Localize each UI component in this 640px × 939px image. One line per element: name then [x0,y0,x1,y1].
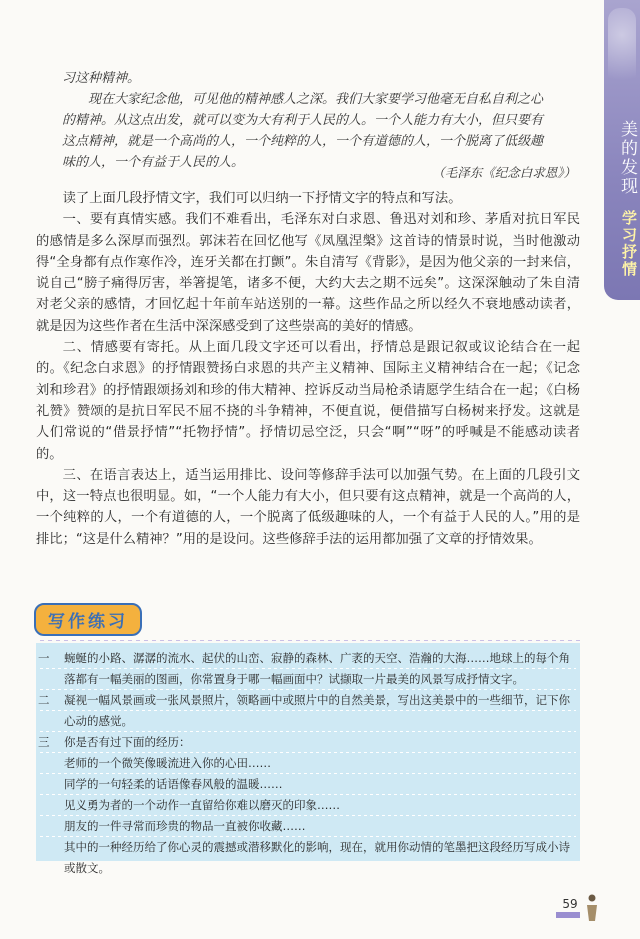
dotted-divider [40,640,580,641]
side-tab-title: 美的发现 [617,120,637,196]
practice-item-1 [36,648,580,690]
body-paragraph: 一、要有真情实感。我们不难看出，毛泽东对白求恩、鲁迅对刘和珍、茅盾对抗日军民的感情是多么深厚而强烈。郭沫若在回忆他写《凤凰涅槃》这首诗的情景时说，当时他激动得“全身都有点作寒作冷，连牙关都在打颤”。朱自清写《背影》，是因为他父亲的一封来信，说自己“膀子痛得厉害，举箸提笔，诸多不便，大约大去之期不远矣”。这深深触动了朱自清对老父亲的感情，才回忆起十年前车站送别的一幕。这些作品之所以经久不衰地感动读者，就是因为这些作者在生活中深深感受到了这些崇高的美好的情感。 [36,212,580,334]
page-number: 59 [562,897,578,911]
practice-item-text: 你是否有过下面的经历： [64,735,191,749]
body-paragraph: 读了上面几段抒情文字，我们可以归纳一下抒情文字的特点和写法。 [62,191,462,206]
practice-item-text: 凝视一幅风景画或一张风景照片，领略画中或照片中的自然美景，写出这美景中的一些细节，记下你心动的感觉。 [64,693,570,728]
practice-item-number: 二 [38,693,50,707]
practice-item-2 [36,690,580,732]
practice-sub-item: 见义勇为者的一个动作一直留给你难以磨灭的印象…… [64,798,340,812]
quote-block [62,68,578,173]
quote-line: 这点精神，就是一个高尚的人，一个纯粹的人，一个有道德的人，一个脱离了低级趣 [62,134,544,149]
body-paragraph: 二、情感要有寄托。从上面几段文字还可以看出，抒情总是跟记叙或议论结合在一起的。《纪念白求恩》的抒情跟赞扬白求恩的共产主义精神、国际主义精神结合在一起；《记念刘和珍君》的抒情跟颂扬刘和珍的伟大精神、控诉反动当局枪杀请愿学生结合在一起；《白杨礼赞》赞颂的是抗日军民不屈不挠的斗争精神，不便直说，便借描写白杨树来抒发。这就是人们常说的“借景抒情”“托物抒情”。抒情切忌空泛，只会“啊”“呀”的呼喊是不能感动读者的。 [36,340,580,462]
body-paragraph: 三、在语言表达上，适当运用排比、设问等修辞手法可以加强气势。在上面的几段引文中，这一特点也很明显。如，“一个人能力有大小，但只要有这点精神，就是一个高尚的人，一个纯粹的人，一个有道德的人，一个脱离了低级趣味的人，一个有益于人民的人。”用的是排比；“这是什么精神？”用的是设问。这些修辞手法的运用都加强了文章的抒情效果。 [36,467,580,547]
writing-practice-title: 写作练习 [34,603,142,636]
practice-item-text: 蜿蜒的小路、潺潺的流水、起伏的山峦、寂静的森林、广袤的天空、浩瀚的大海……地球上的每个角落都有一幅美丽的图画，你常置身于哪一幅画面中？试撷取一片最美的风景写成抒情文字。 [64,651,570,686]
side-tab-decoration [608,8,636,98]
quote-line: 味的人，一个有益于人民的人。 [62,155,245,170]
practice-sub-item: 同学的一句轻柔的话语像春风般的温暖…… [64,777,283,791]
quote-source: （毛泽东《纪念白求恩》） [432,165,576,180]
writing-practice-heading [34,604,164,634]
body-text [36,188,580,550]
figure-icon [584,893,600,923]
practice-sub-item: 其中的一种经历给了你心灵的震撼或潜移默化的影响，现在，就用你动情的笔墨把这段经历写成小诗或散文。 [64,840,570,875]
side-tab-subtitle: 学习抒情 [620,210,638,278]
practice-sub-item: 朋友的一件寻常而珍贵的物品一直被你收藏…… [64,819,306,833]
practice-item-number: 三 [38,735,50,749]
practice-sub-item: 老师的一个微笑像暖流进入你的心田…… [64,756,271,770]
quote-line: 的精神。从这点出发，就可以变为大有利于人民的人。一个人能力有大小，但只要有 [62,113,544,128]
chapter-side-tab [604,0,640,300]
quote-line: 现在大家纪念他，可见他的精神感人之深。我们大家要学习他毫无自私自利之心 [88,92,544,107]
quote-line: 习这种精神。 [62,71,141,86]
page-number-bar [556,912,580,918]
practice-item-3 [36,732,580,753]
practice-item-number: 一 [38,651,50,665]
